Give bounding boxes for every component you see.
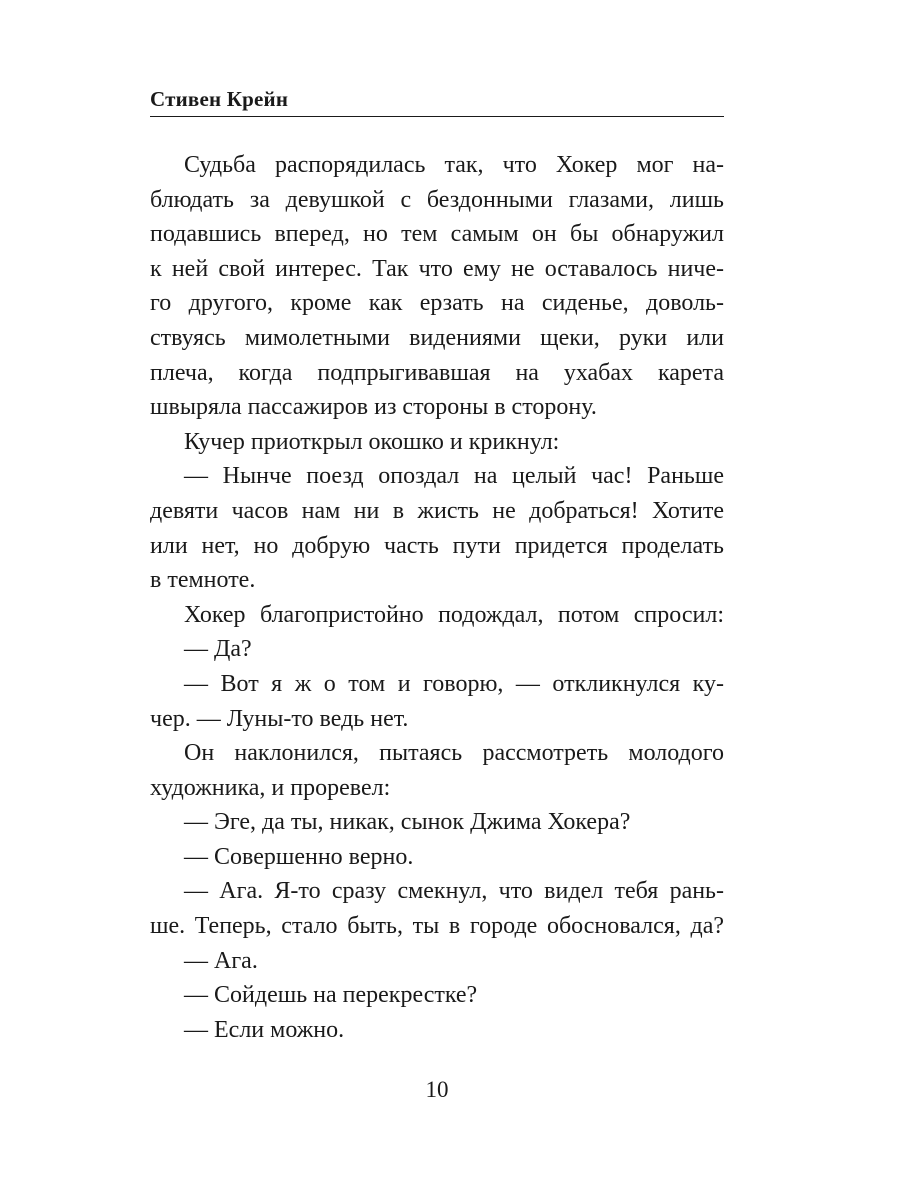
text-line: Судьба распорядилась так, что Хокер мог на- xyxy=(184,152,724,178)
text-line: ствуясь мимолетными видениями щеки, руки или xyxy=(150,324,724,351)
text-line: Кучер приоткрыл окошко и крикнул: xyxy=(184,428,560,455)
running-header xyxy=(150,86,724,117)
text-line: — Эге, да ты, никак, сынок Джима Хокера? xyxy=(184,809,631,836)
text-line: — Совершенно верно. xyxy=(184,843,414,870)
text-line: плеча, когда подпрыгивавшая на ухабах карета xyxy=(150,359,724,386)
body-text xyxy=(150,148,724,1047)
text-line: — Если можно. xyxy=(184,1016,345,1043)
text-line: в темноте. xyxy=(150,567,256,594)
text-line: го другого, кроме как ерзать на сиденье, доволь- xyxy=(150,290,724,317)
text-line: девяти часов нам ни в жисть не добраться! Хотите xyxy=(150,497,724,524)
text-line: подавшись вперед, но тем самым он бы обнаружил xyxy=(150,221,724,248)
text-line: или нет, но добрую часть пути придется проделать xyxy=(150,532,724,559)
text-line: чер. — Луны-то ведь нет. xyxy=(150,705,409,732)
text-line: швыряла пассажиров из стороны в сторону. xyxy=(150,394,597,421)
text-line: художника, и проревел: xyxy=(150,774,391,801)
text-line: — Ага. xyxy=(184,947,258,974)
text-line: Он наклонился, пытаясь рассмотреть молодого xyxy=(184,740,724,767)
text-line: — Нынче поезд опоздал на целый час! Раньше xyxy=(184,463,724,490)
page-number: 10 xyxy=(425,1077,449,1102)
text-line: ше. Теперь, стало быть, ты в городе обосновался, да? xyxy=(150,913,724,940)
text-line: Хокер благопристойно подождал, потом спросил: xyxy=(184,601,724,628)
text-line: — Ага. Я-то сразу смекнул, что видел тебя рань- xyxy=(184,878,724,905)
text-line: к ней свой интерес. Так что ему не оставалось ниче- xyxy=(150,255,724,282)
text-line: — Да? xyxy=(184,636,252,663)
text-line: — Сойдешь на перекрестке? xyxy=(184,982,478,1009)
text-line: блюдать за девушкой с бездонными глазами, лишь xyxy=(150,186,724,213)
author-name: Стивен Крейн xyxy=(150,87,289,111)
text-line: — Вот я ж о том и говорю, — откликнулся ку- xyxy=(184,670,724,697)
